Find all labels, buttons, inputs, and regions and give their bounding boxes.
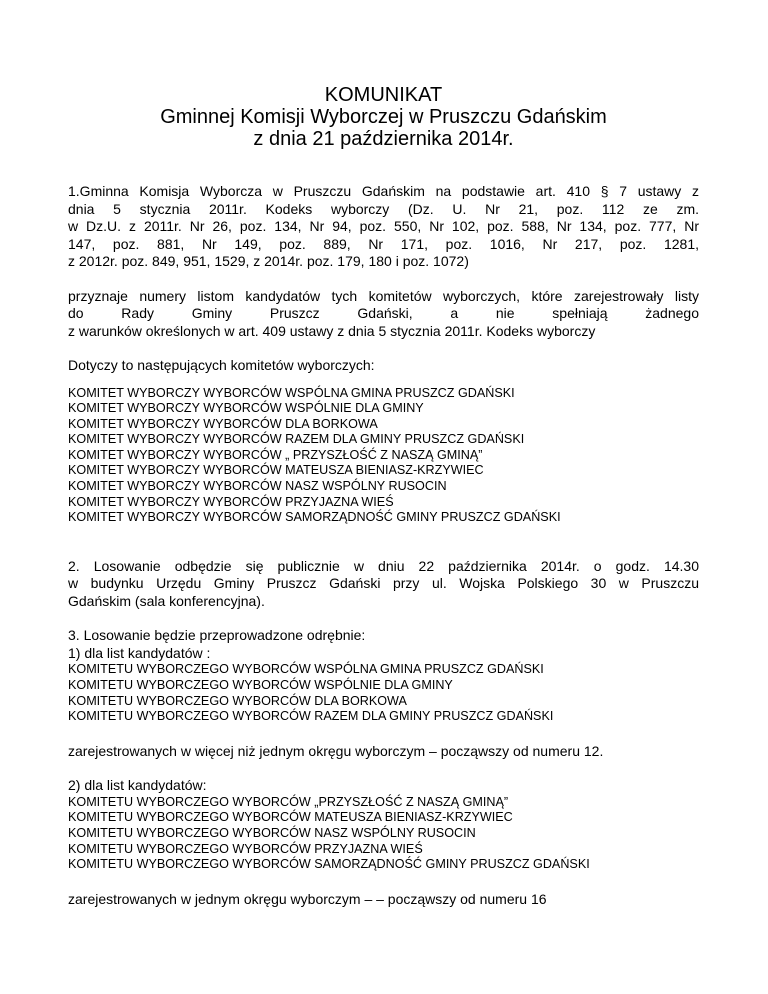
draw-time-line: 2. Losowanie odbędzie się publicznie w dniu 22 października 2014r. o godz. 14.30 xyxy=(68,557,699,574)
group1-list xyxy=(68,662,699,724)
list-item: KOMITETU WYBORCZEGO WYBORCÓW „PRZYSZŁOŚĆ Z NASZĄ GMINĄ” xyxy=(68,794,509,809)
assignment-line: do Rady Gminy Pruszcz Gdański, a nie spełniają żadnego xyxy=(68,305,699,321)
committees-list xyxy=(68,386,699,526)
list-item: KOMITET WYBORCZY WYBORCÓW „ PRZYSZŁOŚĆ Z NASZĄ GMINĄ” xyxy=(68,447,483,462)
legal-basis-line: 147, poz. 881, Nr 149, poz. 889, Nr 171, poz. 1016, Nr 217, poz. 1281, xyxy=(68,235,699,252)
list-item: KOMITET WYBORCZY WYBORCÓW NASZ WSPÓLNY RUSOCIN xyxy=(68,479,447,494)
assignment-line: przyznaje numery listom kandydatów tych komitetów wyborczych, które zarejestrowały listy xyxy=(68,287,699,304)
title-commission: Gminnej Komisji Wyborczej w Pruszczu Gdańskim xyxy=(160,106,607,128)
draw-time-paragraph xyxy=(68,558,699,611)
list-item: KOMITETU WYBORCZEGO WYBORCÓW WSPÓLNA GMINA PRUSZCZ GDAŃSKI xyxy=(68,662,544,677)
group2-list xyxy=(68,795,699,873)
group1-note: zarejestrowanych w więcej niż jednym okręgu wyborczym – począwszy od numeru 12. xyxy=(68,742,604,759)
title-komunikat: KOMUNIKAT xyxy=(324,84,443,106)
assignment-paragraph xyxy=(68,288,699,341)
draw-time-line: w budynku Urzędu Gminy Pruszcz Gdański przy ul. Wojska Polskiego 30 w Pruszczu xyxy=(68,575,699,592)
list-item: KOMITET WYBORCZY WYBORCÓW RAZEM DLA GMINY PRUSZCZ GDAŃSKI xyxy=(68,432,525,447)
assignment-line: z warunków określonych w art. 409 ustawy z dnia 5 stycznia 2011r. Kodeks wyborczy xyxy=(68,322,596,339)
title-date: z dnia 21 października 2014r. xyxy=(253,128,514,150)
list-item: KOMITETU WYBORCZEGO WYBORCÓW WSPÓLNIE DLA GMINY xyxy=(68,677,453,692)
legal-basis-line: 1.Gminna Komisja Wyborcza w Pruszczu Gdańskim na podstawie art. 410 § 7 ustawy z xyxy=(68,183,699,199)
legal-basis-paragraph xyxy=(68,183,699,271)
list-item: KOMITET WYBORCZY WYBORCÓW WSPÓLNIE DLA GMINY xyxy=(68,401,424,416)
group1-label: 1) dla list kandydatów : xyxy=(68,644,211,661)
group2-label: 2) dla list kandydatów: xyxy=(68,777,207,794)
legal-basis-line: w Dz.U. z 2011r. Nr 26, poz. 134, Nr 94, poz. 550, Nr 102, poz. 588, Nr 134, poz. 777, Nr xyxy=(68,218,699,234)
legal-basis-line: dnia 5 stycznia 2011r. Kodeks wyborczy (Dz. U. Nr 21, poz. 112 ze zm. xyxy=(68,200,699,217)
list-item: KOMITETU WYBORCZEGO WYBORCÓW DLA BORKOWA xyxy=(68,693,407,708)
list-item: KOMITETU WYBORCZEGO WYBORCÓW NASZ WSPÓLNY RUSOCIN xyxy=(68,825,476,840)
list-item: KOMITETU WYBORCZEGO WYBORCÓW MATEUSZA BIENIASZ-KRZYWIEC xyxy=(68,810,513,825)
committees-intro: Dotyczy to następujących komitetów wyborczych: xyxy=(68,357,375,373)
list-item: KOMITETU WYBORCZEGO WYBORCÓW RAZEM DLA GMINY PRUSZCZ GDAŃSKI xyxy=(68,709,554,724)
list-item: KOMITET WYBORCZY WYBORCÓW MATEUSZA BIENIASZ-KRZYWIEC xyxy=(68,463,484,478)
list-item: KOMITET WYBORCZY WYBORCÓW PRZYJAZNA WIEŚ xyxy=(68,494,394,509)
group2-note: zarejestrowanych w jednym okręgu wyborczym – – począwszy od numeru 16 xyxy=(68,890,547,907)
list-item: KOMITETU WYBORCZEGO WYBORCÓW SAMORZĄDNOŚĆ GMINY PRUSZCZ GDAŃSKI xyxy=(68,857,590,872)
legal-basis-line: z 2012r. poz. 849, 951, 1529, z 2014r. poz. 179, 180 i poz. 1072) xyxy=(68,253,469,269)
draw-method-heading: 3. Losowanie będzie przeprowadzone odrębnie: xyxy=(68,627,366,644)
list-item: KOMITETU WYBORCZEGO WYBORCÓW PRZYJAZNA WIEŚ xyxy=(68,841,423,856)
list-item: KOMITET WYBORCZY WYBORCÓW WSPÓLNA GMINA PRUSZCZ GDAŃSKI xyxy=(68,385,515,400)
document-page xyxy=(68,84,699,908)
list-item: KOMITET WYBORCZY WYBORCÓW SAMORZĄDNOŚĆ GMINY PRUSZCZ GDAŃSKI xyxy=(68,510,561,525)
list-item: KOMITET WYBORCZY WYBORCÓW DLA BORKOWA xyxy=(68,416,378,431)
draw-time-line: Gdańskim (sala konferencyjna). xyxy=(68,592,265,609)
document-title xyxy=(68,84,699,150)
